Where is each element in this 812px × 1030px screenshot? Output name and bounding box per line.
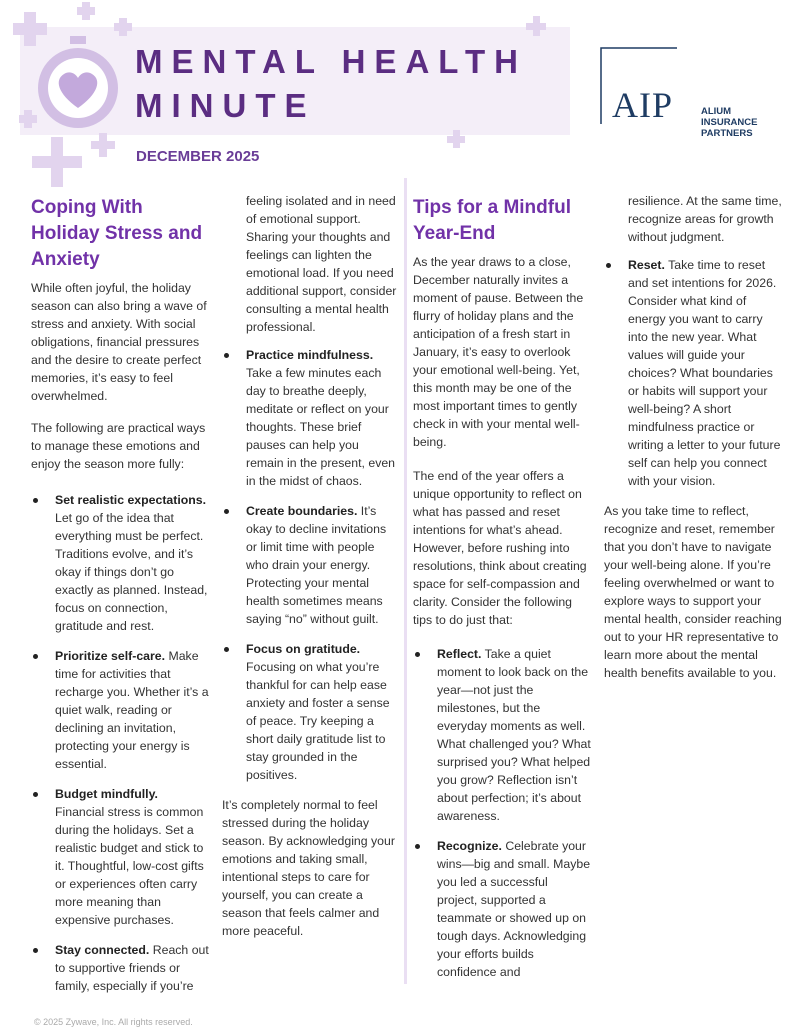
column-3 (413, 190, 591, 993)
list-item: Practice mindfulness. Take a few minutes each day to breathe deeply, meditate or reflect on your thoughts. These brief pauses can help you remain in the present, even in the midst of chaos. (222, 346, 398, 490)
list-item: Create boundaries. It’s okay to decline invitations or limit time with people who drain your energy. Protecting your mental health sometimes means saying “no” without guilt. (222, 502, 398, 628)
column-4-continued-text: resilience. At the same time, recognize areas for growth without judgment. (628, 194, 782, 244)
article-1-closing: It’s completely normal to feel stressed during the holiday season. By acknowledging your emotions and taking small, intentional steps to care for yourself, you can create a season that feels calmer and more peaceful. (222, 798, 395, 938)
article-2-intro: As the year draws to a close, December naturally invites a moment of pause. Between the flurry of holiday plans and the anticipation of a fresh start in January, it’s easy to overlook your emotional well-being. Yet, this month may be one of the most important times to gently check in with your mental well-being. (413, 255, 584, 449)
article-1-lead-in: The following are practical ways to manage these emotions and enjoy the season more fully: (31, 421, 206, 471)
article-2-closing: As you take time to reflect, recognize and reset, remember that you don’t have to navigate your well-being alone. If you’re feeling overwhelmed or want to explore ways to support your mental health, consider reaching out to your HR representative to learn more about the mental health benefits available to you. (604, 504, 782, 680)
article-2-lead-in: The end of the year offers a unique opportunity to reflect on what has passed and reset intentions for what’s ahead. However, before rushing into resolutions, think about creating space for self-compassion and clarity. Consider the following tips to do just that: (413, 469, 587, 627)
stopwatch-heart-icon (30, 34, 126, 130)
title-line-2: MINUTE (135, 87, 316, 124)
page-title (135, 40, 527, 128)
title-line-1: MENTAL HEALTH (135, 43, 527, 80)
article-1-tips-list (31, 491, 209, 995)
copyright-footer: © 2025 Zywave, Inc. All rights reserved. (34, 1017, 193, 1027)
list-item: Focus on gratitude. Focusing on what you’re thankful for can help ease anxiety and foster a sense of peace. Try keeping a short daily gratitude list to stay grounded in the positives. (222, 640, 398, 784)
list-item: Reset. Take time to reset and set intentions for 2026. Consider what kind of energy you want to carry into the new year. What values will guide your choices? What boundaries or habits will support your well-being? A short mindfulness practice or writing a letter to your future self can help you connect with your vision. (604, 256, 782, 490)
column-4 (604, 192, 782, 696)
article-2-tips-list-continued (604, 256, 782, 490)
article-1-heading: Coping With Holiday Stress and Anxiety (31, 197, 203, 270)
article-2-tips-list (413, 645, 591, 981)
list-item: Stay connected. Reach out to supportive friends or family, especially if you’re (31, 941, 209, 995)
column-1 (31, 190, 209, 1007)
list-item: Prioritize self-care. Make time for activities that recharge you. Whether it’s a quiet walk, reading or declining an invitation, protecting your energy is essential. (31, 647, 209, 773)
column-divider (404, 178, 407, 984)
article-1-tips-list-continued (222, 346, 398, 784)
column-2-continued-text: feeling isolated and in need of emotional support. Sharing your thoughts and feelings can lighten the emotional load. If you need additional support, consider consulting a mental health professional. (246, 194, 397, 334)
list-item: Reflect. Take a quiet moment to look back on the year—not just the milestones, but the everyday moments as well. What challenged you? What surprised you? What helped you grow? Reflection isn’t about perfection; it’s about awareness. (413, 645, 591, 825)
logo-sub-text: ALIUM INSURANCE PARTNERS (701, 106, 758, 139)
article-1-intro: While often joyful, the holiday season can also bring a wave of stress and anxiety. With social obligations, financial pressures and the desire to create perfect memories, it’s easy to feel overwhelmed. (31, 281, 207, 403)
issue-date: DECEMBER 2025 (136, 148, 260, 165)
list-item: Set realistic expectations. Let go of the idea that everything must be perfect. Traditions evolve, and it’s okay if things don’t go exactly as planned. Instead, focus on connection, gratitude and rest. (31, 491, 209, 635)
aip-logo (597, 44, 782, 139)
column-2 (222, 192, 398, 954)
list-item: Budget mindfully. Financial stress is common during the holidays. Set a realistic budget and stick to it. Thoughtful, low-cost gifts or experiences often carry more meaning than expensive purchases. (31, 785, 209, 929)
logo-main-text: AIP (612, 85, 674, 125)
article-2-heading: Tips for a Mindful Year-End (413, 197, 571, 244)
list-item: Recognize. Celebrate your wins—big and small. Maybe you led a successful project, supported a teammate or showed up on tough days. Acknowledging your efforts builds confidence and (413, 837, 591, 981)
